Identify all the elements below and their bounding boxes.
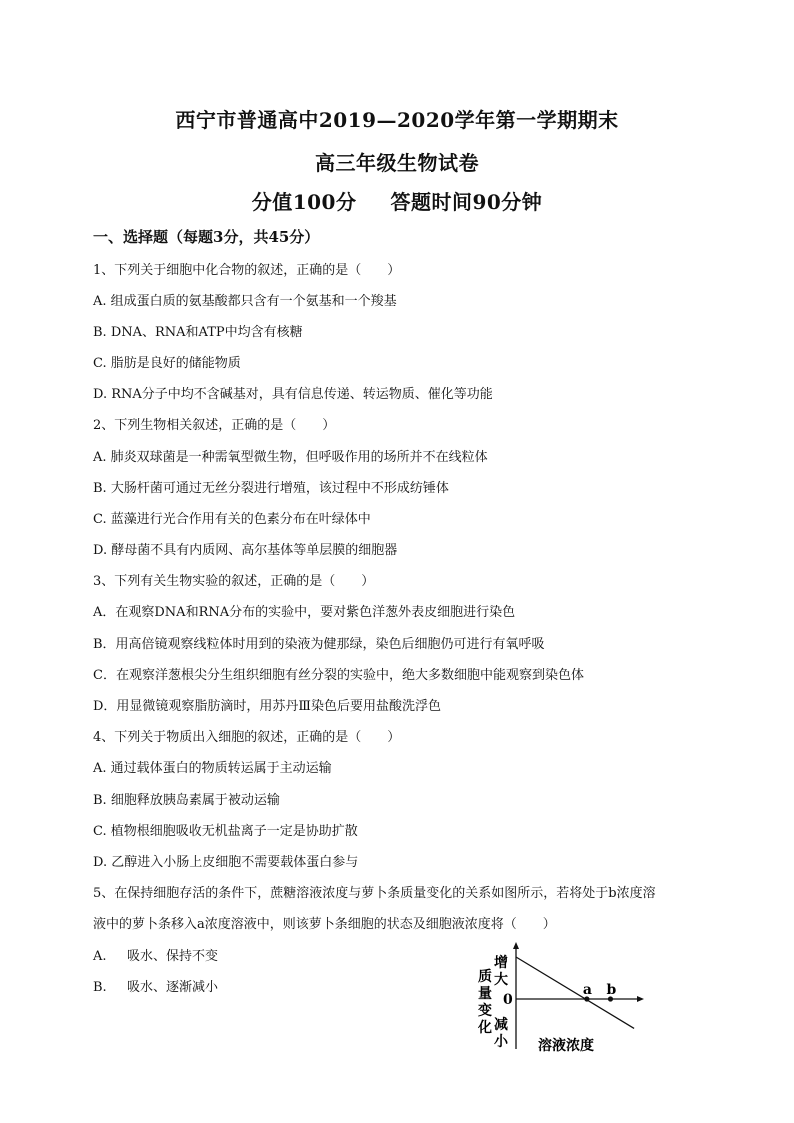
concentration-mass-chart [464,941,654,1061]
y-top-label-char-1: 增 [494,955,508,971]
question-5-option-a [93,945,218,964]
exam-title-line1: 西宁市普通高中2019—2020学年第一学期期末 [175,108,619,132]
exam-score: 分值100分 [251,190,357,214]
question-1-option-a: A. 组成蛋白质的氨基酸都只含有一个氨基和一个羧基 [93,294,397,309]
y-bottom-label-char-1: 减 [494,1017,508,1033]
exam-score-time [0,186,794,215]
question-1-option-d: D. RNA分子中均不含碱基对，具有信息传递、转运物质、催化等功能 [93,387,493,402]
option-a-text: 吸水、保持不变 [127,949,219,964]
question-5-stem-line2: 液中的萝卜条移入a浓度溶液中，则该萝卜条细胞的状态及细胞液浓度将（ ） [93,917,556,932]
point-label-b: b [606,982,617,998]
question-1-option-b: B. DNA、RNA和ATP中均含有核糖 [93,325,303,340]
option-b-text: 吸水、逐渐减小 [127,980,219,995]
question-1-stem: 1、下列关于细胞中化合物的叙述，正确的是（ ） [93,263,401,278]
question-2-option-b: B. 大肠杆菌可通过无丝分裂进行增殖，该过程中不形成纺锤体 [93,481,449,496]
question-3-option-b: B．用高倍镜观察线粒体时用到的染液为健那绿，染色后细胞仍可进行有氧呼吸 [93,637,545,652]
point-label-a: a [582,982,592,998]
question-2-option-c: C. 蓝藻进行光合作用有关的色素分布在叶绿体中 [93,512,371,527]
question-2-option-a: A. 肺炎双球菌是一种需氧型微生物，但呼吸作用的场所并不在线粒体 [93,450,488,465]
question-5-option-b [93,976,218,995]
y-axis-label-char-2: 量 [478,986,492,1002]
question-1-option-c: C. 脂肪是良好的储能物质 [93,356,241,371]
question-4-option-b: B. 细胞释放胰岛素属于被动运输 [93,793,280,808]
y-top-label-char-2: 大 [494,972,508,988]
series-line [516,957,634,1028]
question-4-stem: 4、下列关于物质出入细胞的叙述，正确的是（ ） [93,730,401,745]
x-axis-arrow [637,996,644,1002]
zero-label: 0 [503,992,513,1008]
x-axis-label: 溶液浓度 [538,1038,594,1054]
section-heading: 一、选择题（每题3分，共45分） [93,228,320,246]
question-3-option-c: C．在观察洋葱根尖分生组织细胞有丝分裂的实验中，绝大多数细胞中能观察到染色体 [93,668,584,683]
option-a-label: A. [93,949,107,964]
question-4-option-c: C. 植物根细胞吸收无机盐离子一定是协助扩散 [93,824,358,839]
question-3-option-a: A．在观察DNA和RNA分布的实验中，要对紫色洋葱外表皮细胞进行染色 [93,605,516,620]
question-4-option-d: D. 乙醇进入小肠上皮细胞不需要载体蛋白参与 [93,855,359,870]
exam-time: 答题时间90分钟 [390,190,543,214]
question-2-option-d: D. 酵母菌不具有内质网、高尔基体等单层膜的细胞器 [93,543,398,558]
y-axis-arrow [513,942,519,949]
option-b-label: B. [93,980,107,995]
y-axis-label-char-3: 变 [478,1003,492,1019]
exam-title-line2: 高三年级生物试卷 [315,151,479,175]
question-5-stem-line1: 5、在保持细胞存活的条件下，蔗糖溶液浓度与萝卜条质量变化的关系如图所示，若将处于b浓度溶 [93,886,656,901]
question-3-stem: 3、下列有关生物实验的叙述，正确的是（ ） [93,574,375,589]
y-axis-label-char-4: 化 [478,1020,492,1036]
y-bottom-label-char-2: 小 [494,1034,508,1050]
question-4-option-a: A. 通过载体蛋白的物质转运属于主动运输 [93,761,332,776]
y-axis-label-char-1: 质 [478,969,492,985]
question-2-stem: 2、下列生物相关叙述，正确的是（ ） [93,418,336,433]
question-3-option-d: D．用显微镜观察脂肪滴时，用苏丹Ⅲ染色后要用盐酸洗浮色 [93,699,441,714]
